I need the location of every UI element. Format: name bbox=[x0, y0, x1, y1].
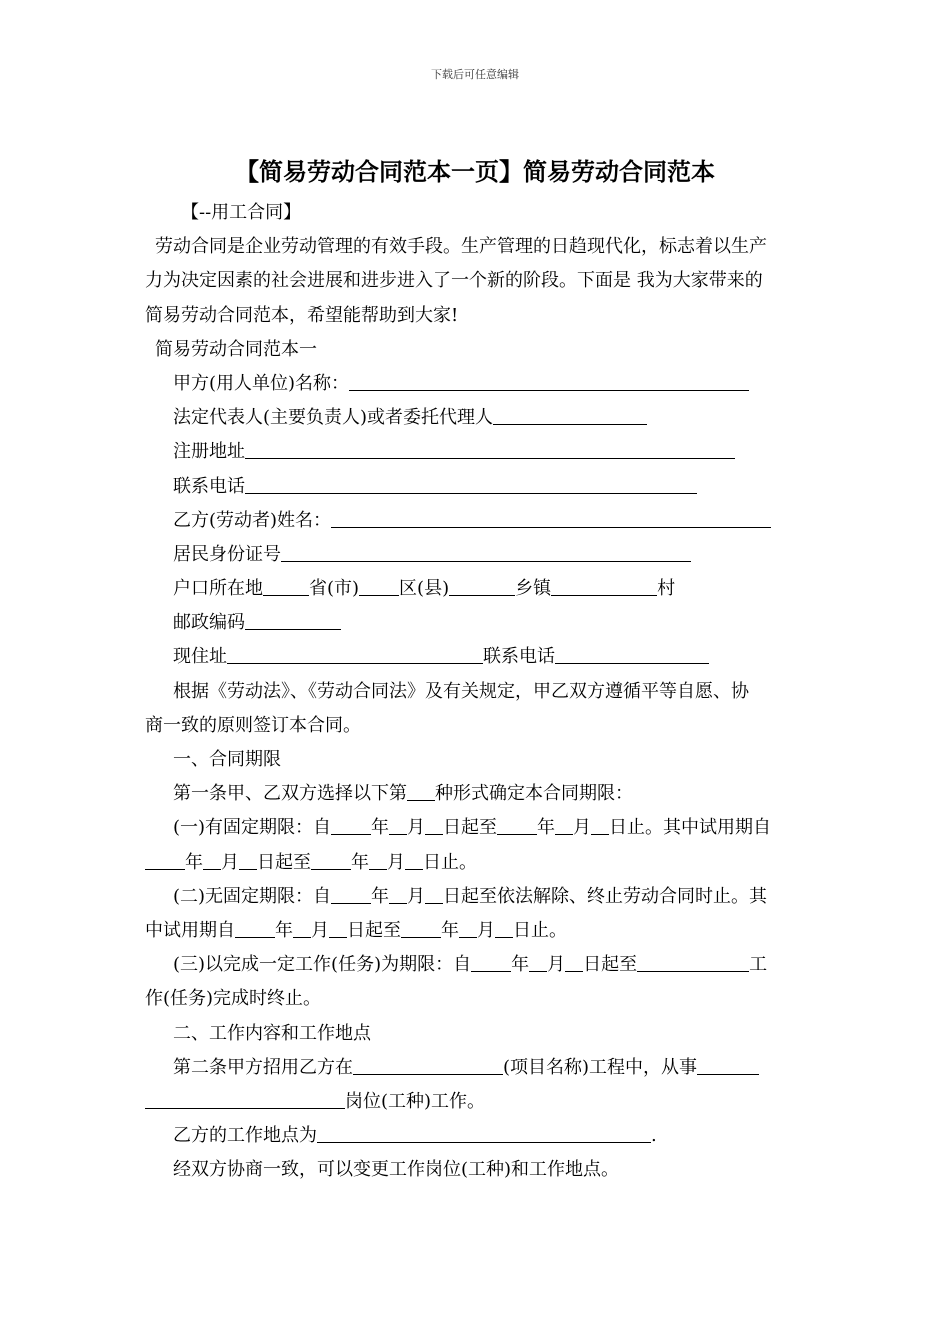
blank-line bbox=[405, 851, 423, 870]
text: 月 bbox=[311, 919, 329, 941]
change-clause: 经双方协商一致，可以变更工作岗位(工种)和工作地点。 bbox=[173, 1159, 620, 1181]
text: 月 bbox=[477, 919, 495, 941]
section2-heading: 二、工作内容和工作地点 bbox=[173, 1022, 371, 1044]
header-note: 下载后可任意编辑 bbox=[431, 68, 519, 81]
text: 中试用期自 bbox=[145, 919, 235, 941]
text: . bbox=[651, 1125, 657, 1147]
blank-line bbox=[637, 953, 749, 972]
text: 年 bbox=[537, 817, 556, 839]
text: 月 bbox=[407, 817, 426, 839]
document-body bbox=[145, 196, 810, 1187]
field-label: 法定代表人(主要负责人)或者委托代理人 bbox=[173, 407, 494, 429]
blank-line bbox=[471, 953, 511, 972]
non-fixed-term-line-1 bbox=[145, 880, 810, 914]
text: 月 bbox=[387, 851, 405, 873]
field-label: 现住址 bbox=[173, 646, 227, 668]
text: (项目名称)工程中，从事 bbox=[503, 1056, 698, 1078]
blank-line bbox=[203, 851, 221, 870]
text: 日起至 bbox=[347, 919, 401, 941]
basis-line-2: 商一致的原则签订本合同。 bbox=[145, 714, 361, 736]
text: 岗位(工种)工作。 bbox=[345, 1090, 486, 1112]
blank-line bbox=[239, 851, 257, 870]
intro-line-2: 力为决定因素的社会进展和进步进入了一个新的阶段。下面是 我为大家带来的 bbox=[145, 270, 763, 292]
blank-line bbox=[697, 1056, 759, 1075]
blank-line bbox=[495, 919, 513, 938]
section1-heading: 一、合同期限 bbox=[173, 749, 281, 770]
field-legal-rep bbox=[145, 401, 810, 435]
text: 月 bbox=[573, 817, 592, 839]
blank-line bbox=[227, 645, 483, 664]
field-label: 村 bbox=[657, 578, 676, 600]
blank-line bbox=[551, 577, 657, 596]
blank-line bbox=[311, 851, 351, 870]
blank-line bbox=[425, 816, 443, 835]
blank-line bbox=[359, 577, 399, 596]
article-2-line-1 bbox=[145, 1051, 810, 1085]
blank-line bbox=[369, 851, 387, 870]
article-2-line-2 bbox=[145, 1085, 810, 1119]
text: 日止。 bbox=[513, 919, 567, 941]
blank-line bbox=[349, 372, 749, 391]
blank-line bbox=[145, 851, 185, 870]
blank-line bbox=[529, 953, 547, 972]
field-current-address bbox=[145, 640, 810, 674]
blank-line bbox=[493, 406, 647, 425]
blank-line bbox=[145, 1090, 345, 1109]
blank-line bbox=[555, 816, 573, 835]
blank-line bbox=[331, 509, 771, 528]
blank-line bbox=[317, 1124, 651, 1143]
work-location bbox=[145, 1119, 810, 1153]
blank-line bbox=[235, 919, 275, 938]
text: 年 bbox=[185, 851, 203, 873]
field-party-a-name bbox=[145, 367, 810, 401]
section-heading: 简易劳动合同范本一 bbox=[155, 338, 317, 360]
blank-line bbox=[389, 816, 407, 835]
text: 第一条甲、乙双方选择以下第 bbox=[173, 783, 407, 805]
field-id-number bbox=[145, 538, 810, 572]
non-fixed-term-line-2 bbox=[145, 914, 810, 948]
field-label: 户口所在地 bbox=[173, 578, 263, 600]
field-label: 联系电话 bbox=[173, 475, 245, 497]
text: 年 bbox=[275, 919, 293, 941]
field-label: 乙方(劳动者)姓名： bbox=[173, 509, 332, 531]
fixed-term-line-1 bbox=[145, 811, 810, 845]
text: 日起至 bbox=[583, 954, 638, 976]
field-hukou bbox=[145, 572, 810, 606]
text: 工 bbox=[749, 954, 768, 976]
blank-line bbox=[449, 577, 515, 596]
blank-line bbox=[263, 577, 309, 596]
blank-line bbox=[555, 645, 709, 664]
field-label: 省(市) bbox=[309, 578, 360, 600]
blank-line bbox=[401, 919, 441, 938]
text: 日止。其中试用期自 bbox=[609, 817, 772, 839]
text: 年 bbox=[371, 817, 390, 839]
task-term-line-1 bbox=[145, 948, 810, 982]
blank-line bbox=[331, 885, 371, 904]
document-title: 【简易劳动合同范本一页】简易劳动合同范本 bbox=[235, 157, 715, 186]
blank-line bbox=[245, 611, 341, 630]
blank-line bbox=[565, 953, 583, 972]
field-label: 甲方(用人单位)名称： bbox=[173, 372, 350, 394]
document-subtitle: 【--用工合同】 bbox=[181, 202, 302, 223]
field-label: 区(县) bbox=[399, 578, 450, 600]
blank-line bbox=[245, 475, 697, 494]
field-label: 联系电话 bbox=[483, 646, 555, 668]
basis-line-1: 根据《劳动法》、《劳动合同法》及有关规定，甲乙双方遵循平等自愿、协 bbox=[173, 680, 749, 702]
text: 年 bbox=[441, 919, 459, 941]
field-label: 邮政编码 bbox=[173, 612, 245, 634]
text: 年 bbox=[511, 954, 530, 976]
text: 月 bbox=[221, 851, 239, 873]
text: 乙方的工作地点为 bbox=[173, 1125, 317, 1147]
text: 种形式确定本合同期限： bbox=[435, 783, 633, 805]
blank-line bbox=[293, 919, 311, 938]
field-reg-address bbox=[145, 435, 810, 469]
text: 日起至 bbox=[257, 851, 311, 873]
blank-line bbox=[331, 816, 371, 835]
field-label: 乡镇 bbox=[515, 578, 552, 600]
intro-line-1: 劳动合同是企业劳动管理的有效手段。生产管理的日趋现代化，标志着以生产 bbox=[155, 236, 767, 258]
blank-line bbox=[407, 782, 435, 801]
field-label: 注册地址 bbox=[173, 441, 245, 463]
blank-line bbox=[329, 919, 347, 938]
text: 月 bbox=[407, 885, 426, 907]
field-label: 居民身份证号 bbox=[173, 543, 281, 565]
blank-line bbox=[497, 816, 537, 835]
blank-line bbox=[459, 919, 477, 938]
intro-line-3: 简易劳动合同范本，希望能帮助到大家! bbox=[145, 304, 459, 326]
article-1 bbox=[145, 777, 810, 811]
text: 月 bbox=[547, 954, 566, 976]
blank-line bbox=[425, 885, 443, 904]
blank-line bbox=[591, 816, 609, 835]
blank-line bbox=[245, 440, 735, 459]
field-phone bbox=[145, 470, 810, 504]
text: (二)无固定期限：自 bbox=[173, 885, 332, 907]
field-postcode bbox=[145, 606, 810, 640]
text: 年 bbox=[351, 851, 369, 873]
field-party-b-name bbox=[145, 504, 810, 538]
blank-line bbox=[353, 1056, 503, 1075]
text: 日起至依法解除、终止劳动合同时止。其 bbox=[443, 885, 768, 907]
text: (三)以完成一定工作(任务)为期限：自 bbox=[173, 954, 472, 976]
fixed-term-line-2 bbox=[145, 846, 810, 880]
text: 第二条甲方招用乙方在 bbox=[173, 1056, 353, 1078]
text: (一)有固定期限：自 bbox=[173, 817, 332, 839]
text: 日起至 bbox=[443, 817, 498, 839]
task-term-line-2: 作(任务)完成时终止。 bbox=[145, 988, 322, 1010]
blank-line bbox=[389, 885, 407, 904]
text: 日止。 bbox=[423, 851, 477, 873]
text: 年 bbox=[371, 885, 390, 907]
blank-line bbox=[281, 543, 691, 562]
